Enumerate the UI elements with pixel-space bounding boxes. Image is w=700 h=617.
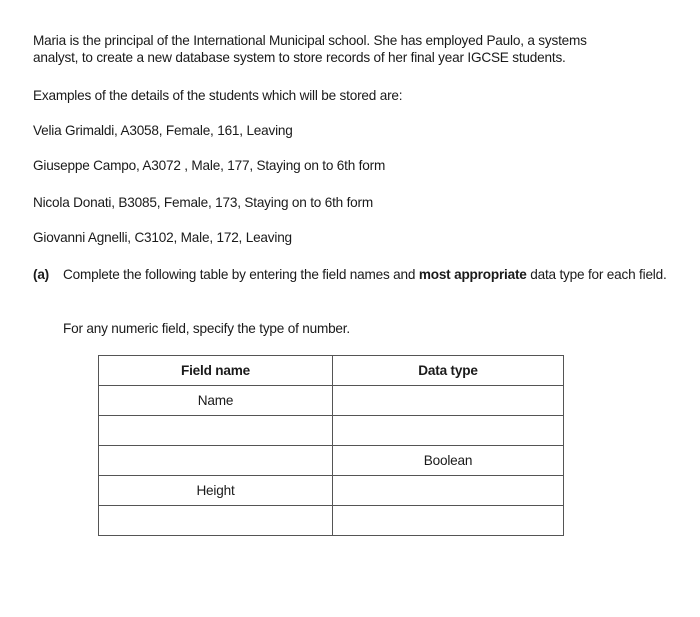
data-type-cell[interactable] [333,476,564,506]
student-record-2: Giuseppe Campo, A3072 , Male, 177, Staying on to 6th form [33,158,386,173]
field-table [98,355,564,536]
question-text [63,266,673,283]
header-field-name: Field name [99,356,333,386]
field-name-cell[interactable] [99,506,333,536]
table-row [99,476,564,506]
table-row [99,446,564,476]
header-data-type: Data type [333,356,564,386]
field-name-cell[interactable] [99,446,333,476]
student-record-1: Velia Grimaldi, A3058, Female, 161, Leaving [33,123,293,138]
table-row [99,386,564,416]
question-text-emphasis: most appropriate [418,267,527,282]
intro-paragraph [33,32,587,66]
data-type-cell[interactable] [333,386,564,416]
intro-line-2: analyst, to create a new database system to store records of her final year IGCSE students. [33,50,566,65]
data-type-cell[interactable] [333,506,564,536]
student-record-4: Giovanni Agnelli, C3102, Male, 172, Leaving [33,230,292,245]
table-row [99,416,564,446]
field-name-cell[interactable]: Name [99,386,333,416]
field-name-cell[interactable]: Height [99,476,333,506]
data-type-cell[interactable]: Boolean [333,446,564,476]
field-name-cell[interactable] [99,416,333,446]
intro-line-1: Maria is the principal of the International Municipal school. She has employed Paulo, a systems [33,33,587,48]
numeric-instruction: For any numeric field, specify the type of number. [63,321,350,336]
question-text-start: Complete the following table by entering the field names and [63,267,419,282]
student-record-3: Nicola Donati, B3085, Female, 173, Staying on to 6th form [33,195,373,210]
question-label: (a) [33,267,50,282]
data-type-cell[interactable] [333,416,564,446]
table-header-row [99,356,564,386]
table-row [99,506,564,536]
question-text-end: data type for each field. [526,267,667,282]
examples-heading: Examples of the details of the students which will be stored are: [33,88,403,103]
